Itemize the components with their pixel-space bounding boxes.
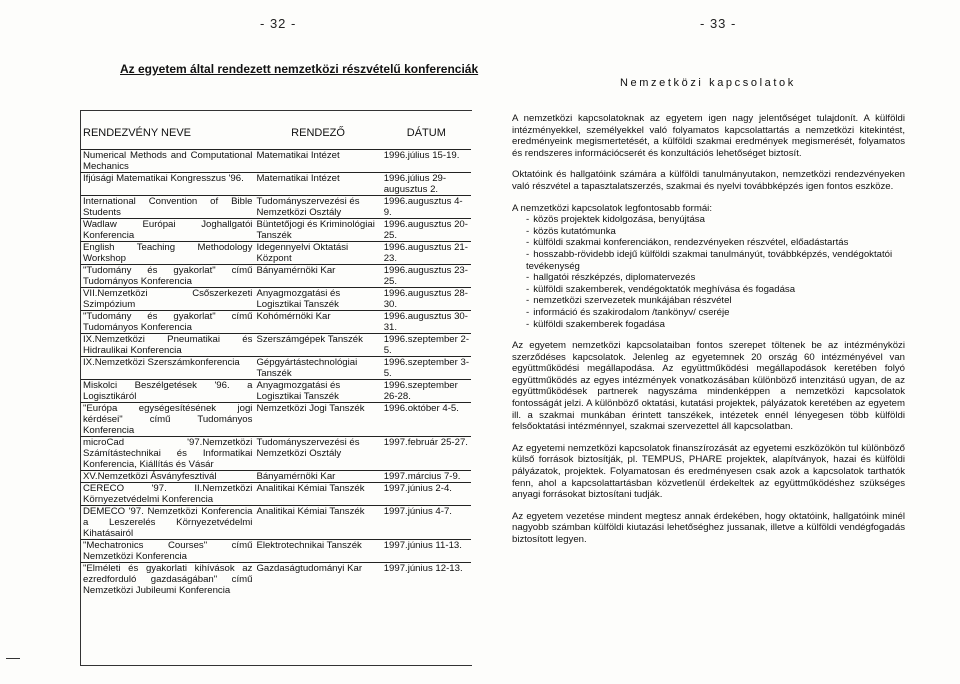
page-number-left: - 32 -: [260, 16, 297, 31]
cell-date: 1996.augusztus 30-31.: [383, 311, 468, 333]
table-header-row: [81, 111, 471, 150]
conference-list-title: Az egyetem által rendezett nemzetközi részvételű konferenciák: [120, 62, 479, 76]
cell-organizer: Nemzetközi Jogi Tanszék: [256, 403, 365, 414]
forms-list: [512, 214, 905, 330]
table-row: [81, 437, 471, 471]
list-item: [526, 226, 905, 238]
cell-event-name: English Teaching Methodology Workshop: [83, 242, 253, 264]
cell-event-name: Numerical Methods and Computational Mechanics: [83, 150, 253, 172]
table-row: [81, 483, 471, 506]
cell-event-name: International Convention of Bible Students: [83, 196, 253, 218]
cell-organizer: Tudományszervezési és Nemzetközi Osztály: [256, 437, 360, 459]
cell-organizer: Anyagmozgatási és Logisztikai Tanszék: [256, 288, 341, 310]
list-item-text: nemzetközi szervezetek munkájában részvétel: [533, 295, 732, 307]
cell-event-name: VII.Nemzetközi Csőszerkezeti Szimpózium: [83, 288, 253, 310]
table-row: [81, 219, 471, 242]
cell-organizer: Analitikai Kémiai Tanszék: [256, 483, 365, 494]
list-item-text: külföldi szakemberek, vendégoktatók meghívása és fogadása: [533, 283, 796, 295]
list-item-text: külföldi szakemberek fogadása: [533, 318, 665, 330]
section-title: Nemzetközi kapcsolatok: [620, 77, 796, 89]
list-item-text: közös projektek kidolgozása, benyújtása: [533, 214, 705, 226]
cell-organizer: Anyagmozgatási és Logisztikai Tanszék: [256, 380, 341, 402]
table-row: [81, 288, 471, 311]
list-dash: -: [526, 248, 530, 260]
cell-date: 1997.március 7-9.: [383, 471, 461, 482]
list-item: [526, 319, 905, 331]
list-dash: -: [526, 225, 530, 237]
cell-organizer: Büntetőjogi és Kriminológiai Tanszék: [256, 219, 375, 241]
list-item: [526, 214, 905, 226]
cell-date: 1997.február 25-27.: [383, 437, 468, 448]
cell-event-name: "Elméleti és gyakorlati kihívások az ezredforduló gazdaságában" című Nemzetközi Jubileumi Konferencia: [83, 563, 253, 596]
cell-date: 1997.június 11-13.: [383, 540, 462, 551]
cell-date: 1996.július 15-19.: [383, 150, 460, 161]
cell-event-name: "Tudomány és gyakorlat" című Tudományos Konferencia: [83, 311, 253, 333]
list-item-text: hallgatói részképzés, diplomatervezés: [533, 272, 696, 284]
table-row: [81, 173, 471, 196]
table-row: [81, 334, 471, 357]
cell-date: 1996.augusztus 21-23.: [383, 242, 468, 264]
column-header-date: DÁTUM: [406, 126, 446, 139]
table-row: [81, 380, 471, 403]
paragraph-intro: A nemzetközi kapcsolatoknak az egyetem igen nagy jelentőséget tulajdonít. A külföldi intézményekkel, személyekkel való folyamatos kapcsolattartás a nemzetközi kitekintést, eredményeink megismertetését, a külföldi szakmai eredmények megismerését, folyamatos és rendszeres információcserét és konzultációs lehetőséget biztosít.: [512, 113, 905, 159]
cell-event-name: Ifjúsági Matematikai Kongresszus '96.: [83, 173, 244, 184]
table-row: [81, 403, 471, 437]
list-dash: -: [526, 237, 530, 249]
cell-date: 1996.augusztus 20-25.: [383, 219, 468, 241]
list-item: [526, 284, 905, 296]
international-relations-text: [512, 113, 905, 556]
cell-date: 1996.augusztus 28-30.: [383, 288, 468, 310]
cell-organizer: Matematikai Intézet: [256, 150, 340, 161]
cell-organizer: Szerszámgépek Tanszék: [256, 334, 363, 345]
paragraph-agreements: Az egyetem nemzetközi kapcsolataiban fontos szerepet töltenek be az intézményközi szerződéses kapcsolatok. Jelenleg az egyetemnek 20 ország 60 intézményével van együttműködési megállapodása. Az együttműködési megállapodások keretében folyó együttműködés az egyes intézmények vonatkozásában különböző intenzitású ugyan, de az együttműködések partnerek nagyszáma mindenképpen a nemzetközi kapcsolatok fontosságát jelzi. A különböző oktatási, kutatási projektek, pályázatok keretében az egyetem ill. a szakmai munkában érintett tanszékek, intézetek ennél lényegesen több külföldi felsőoktatási intézménnyel, szakmai szervezettel áll kapcsolatban.: [512, 340, 905, 433]
table-row: [81, 150, 471, 173]
table-row: [81, 506, 471, 540]
table-row: [81, 563, 471, 597]
paragraph-study-trips: Oktatóink és hallgatóink számára a külföldi tanulmányutakon, nemzetközi rendezvényeken való részvétel a tapasztalatszerzés, szakmai és nyelvi továbbképzés igen fontos eszköze.: [512, 169, 905, 192]
list-item-text: hosszabb-rövidebb idejű külföldi szakmai tanulmányút, továbbképzés, vendégoktatói tevékenység: [526, 248, 893, 272]
cell-organizer: Bányamérnöki Kar: [256, 471, 336, 482]
cell-event-name: Wadlaw Európai Joghallgatói Konferencia: [83, 219, 253, 241]
list-item: [526, 295, 905, 307]
page-number-right: - 33 -: [700, 16, 737, 31]
list-dash: -: [526, 306, 530, 318]
conference-table: [81, 111, 471, 596]
cell-organizer: Tudományszervezési és Nemzetközi Osztály: [256, 196, 360, 218]
cell-event-name: IX.Nemzetközi Pneumatikai és Hidraulikai Konferencia: [83, 334, 253, 356]
list-dash: -: [526, 283, 530, 295]
column-header-event-name: RENDEZVÉNY NEVE: [83, 126, 191, 139]
list-item-text: információ és szakirodalom /tankönyv/ cseréje: [533, 306, 730, 318]
cell-organizer: Bányamérnöki Kar: [256, 265, 336, 276]
cell-organizer: Idegennyelvi Oktatási Központ: [256, 242, 349, 264]
cell-event-name: CERECO '97. II.Nemzetközi Környezetvédelmi Konferencia: [83, 483, 253, 505]
cell-organizer: Kohómérnöki Kar: [256, 311, 331, 322]
cell-date: 1996.szeptember 3-5.: [383, 357, 470, 379]
cell-event-name: DEMECO '97. Nemzetközi Konferencia a Leszerelés Környezetvédelmi Kihatásairól: [83, 506, 253, 539]
list-dash: -: [526, 214, 530, 226]
list-item-text: külföldi szakmai konferenciákon, rendezvényeken részvétel, előadástartás: [533, 237, 849, 249]
cell-date: 1997.június 4-7.: [383, 506, 452, 517]
cell-date: 1996.augusztus 23-25.: [383, 265, 468, 287]
cell-organizer: Gépgyártástechnológiai Tanszék: [256, 357, 358, 379]
cell-date: 1997.június 12-13.: [383, 563, 463, 574]
paragraph-leadership: Az egyetem vezetése mindent megtesz annak érdekében, hogy oktatóink, hallgatóink minél nagyobb számban külföldi kiutazási lehetőséghez jussanak, illetve a külföldi vendégfogadás biztosított legyen.: [512, 510, 905, 545]
cell-date: 1997.június 2-4.: [383, 483, 452, 494]
cell-organizer: Gazdaságtudományi Kar: [256, 563, 363, 574]
cell-date: 1996.szeptember 26-28.: [383, 380, 458, 402]
cell-date: 1996.október 4-5.: [383, 403, 459, 414]
cell-event-name: "Európa egységesítésének jogi kérdései" című Tudományos Konferencia: [83, 403, 253, 436]
list-item: [526, 272, 905, 284]
table-row: [81, 311, 471, 334]
cell-event-name: XV.Nemzetközi Ásványfesztivál: [83, 471, 217, 482]
cell-event-name: IX.Nemzetközi Szerszámkonferencia: [83, 357, 240, 368]
paragraph-financing: Az egyetemi nemzetközi kapcsolatok finanszírozását az egyetemi eszközökön tul különböző külső források biztosítják, pl. TEMPUS, PHARE projektek, alapítványok, hazai és külföldi pályázatok, projektek. Folyamatosan és eredményesen csak azok a kapcsolatok tarthatók fenn, ahol a kapcsolattartásban közvetlenül érdekeltek az együttműködéshez szükséges anyagi forrásokat biztosítani tudják.: [512, 442, 905, 501]
cell-event-name: microCad '97.Nemzetközi Számítástechnikai és Informatikai Konferencia, Kiállítás és Vásár: [83, 437, 253, 470]
list-item-text: közös kutatómunka: [533, 225, 616, 237]
list-dash: -: [526, 295, 530, 307]
table-row: [81, 471, 471, 483]
list-item: [526, 249, 905, 272]
stray-mark: [6, 658, 20, 659]
table-row: [81, 540, 471, 563]
cell-organizer: Matematikai Intézet: [256, 173, 340, 184]
cell-organizer: Elektrotechnikai Tanszék: [256, 540, 362, 551]
table-row: [81, 196, 471, 219]
cell-date: 1996.szeptember 2-5.: [383, 334, 470, 356]
column-header-organizer: RENDEZŐ: [291, 126, 345, 139]
table-row: [81, 242, 471, 265]
cell-date: 1996.július 29-augusztus 2.: [383, 173, 447, 195]
list-dash: -: [526, 272, 530, 284]
cell-date: 1996.augusztus 4-9.: [383, 196, 463, 218]
list-item: [526, 237, 905, 249]
forms-list-intro: A nemzetközi kapcsolatok legfontosabb formái:: [512, 202, 712, 214]
cell-event-name: "Mechatronics Courses" című Nemzetközi Konferencia: [83, 540, 253, 562]
list-item: [526, 307, 905, 319]
table-row: [81, 357, 471, 380]
cell-event-name: Miskolci Beszélgetések '96. a Logisztikáról: [83, 380, 253, 402]
list-dash: -: [526, 318, 530, 330]
table-body: [81, 150, 471, 597]
cell-organizer: Analitikai Kémiai Tanszék: [256, 506, 365, 517]
cell-event-name: "Tudomány és gyakorlat" című Tudományos Konferencia: [83, 265, 253, 287]
table-row: [81, 265, 471, 288]
